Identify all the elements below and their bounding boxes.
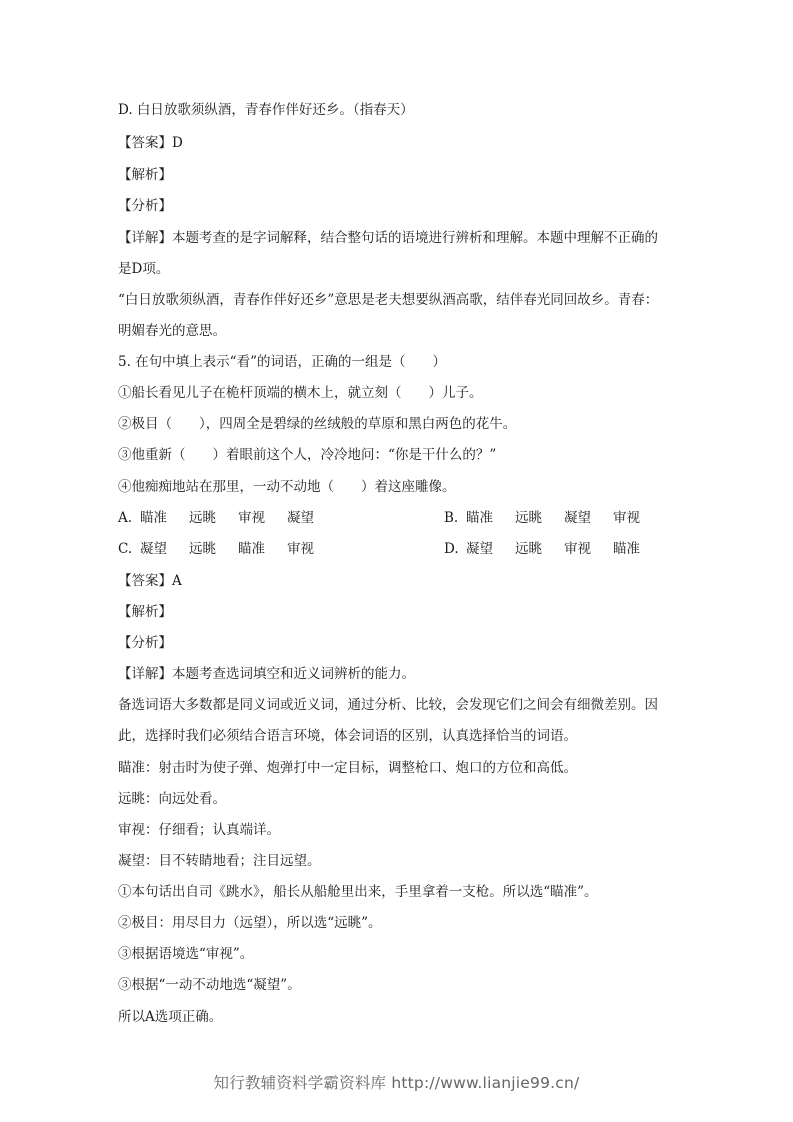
fenxi-heading: 【分析】 [118,635,172,651]
definition-line: 远眺：向远处看。 [118,791,226,807]
detail-line: 此，选择时我们必须结合语言环境，体会词语的区别，认真选择恰当的词语。 [118,728,577,744]
option-d-statement: D. 白日放歌须纵酒，青春作伴好还乡。（指春天） [118,102,414,118]
option-c: C. 凝望 远眺 瞄准 审视 [118,541,314,557]
detail-line: 明媚春光的意思。 [118,323,226,339]
definition-line: 审视：仔细看；认真端详。 [118,822,280,838]
analysis-heading: 【解析】 [118,167,172,183]
answer-line: 【答案】A [118,573,182,589]
detail-line: “白日放歌须纵酒，青春作伴好还乡”意思是老夫想要纵酒高歌，结伴春光同回故乡。青春： [118,292,659,308]
conclusion-line: 所以A选项正确。 [118,1009,223,1025]
fenxi-heading: 【分析】 [118,198,172,214]
explanation-line: ③根据语境选“审视”。 [118,946,254,962]
definition-line: 凝望：目不转睛地看；注目远望。 [118,853,321,869]
question-item: ③他重新（ ）着眼前这个人，冷冷地问：“你是干什么的？” [118,447,497,463]
detail-line: 备选词语大多数都是同义词或近义词，通过分析、比较，会发现它们之间会有细微差别。因 [118,697,658,713]
detail-line: 【详解】本题考查的是字词解释，结合整句话的语境进行辨析和理解。本题中理解不正确的 [118,230,658,246]
answer-line: 【答案】D [118,135,183,151]
option-b: B. 瞄准 远眺 凝望 审视 [444,510,640,526]
explanation-line: ①本句话出自司《跳水》，船长从船舱里出来，手里拿着一支枪。所以选“瞄准”。 [118,884,598,900]
option-a: A. 瞄准 远眺 审视 凝望 [118,510,314,526]
detail-line: 是D项。 [118,261,170,277]
question-5-stem: 5. 在句中填上表示“看”的词语，正确的一组是（ ） [118,354,446,370]
question-item: ④他痴痴地站在那里，一动不动地（ ）着这座雕像。 [118,479,456,495]
option-d: D. 凝望 远眺 审视 瞄准 [444,541,640,557]
detail-line: 【详解】本题考查选词填空和近义词辨析的能力。 [118,666,415,682]
analysis-heading: 【解析】 [118,604,172,620]
question-item: ②极目（ ），四周全是碧绿的丝绒般的草原和黑白两色的花牛。 [118,416,517,432]
explanation-line: ②极目：用尽目力（远望），所以选“远眺”。 [118,915,382,931]
footer-watermark: 知行教辅资料学霸资料库 http://www.lianjie99.cn/ [213,1074,580,1092]
explanation-line: ③根据“一动不动地选“凝望”。 [118,977,301,993]
definition-line: 瞄准：射击时为使子弹、炮弹打中一定目标，调整枪口、炮口的方位和高低。 [118,760,577,776]
question-item: ①船长看见儿子在桅杆顶端的横木上，就立刻（ ）儿子。 [118,385,483,401]
